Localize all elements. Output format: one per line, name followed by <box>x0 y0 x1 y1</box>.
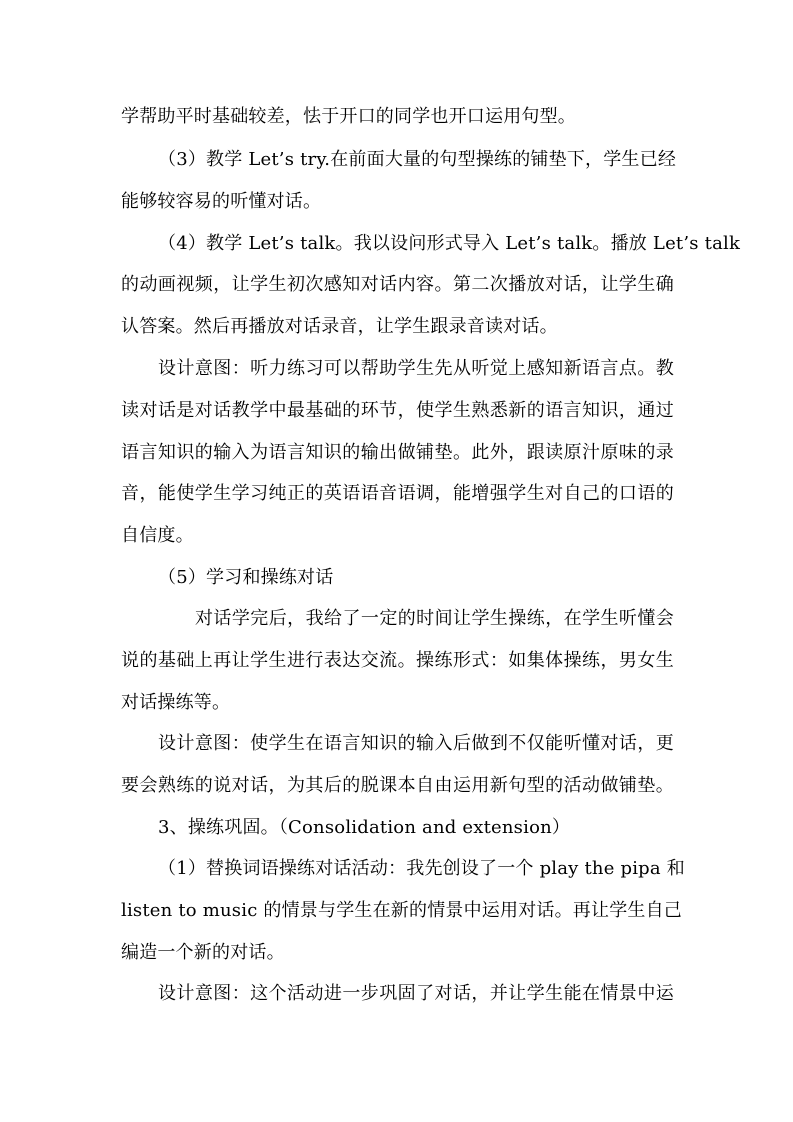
paragraph-line: （3）教学 Let’s try.在前面大量的句型操练的铺垫下，学生已经 <box>158 149 677 170</box>
paragraph-line: 学帮助平时基础较差，怯于开口的同学也开口运用句型。 <box>121 106 576 127</box>
paragraph-line: 设计意图：这个活动进一步巩固了对话，并让学生能在情景中运 <box>158 983 674 1004</box>
paragraph-line: 编造一个新的对话。 <box>121 942 285 963</box>
paragraph-line: 读对话是对话教学中最基础的环节，使学生熟悉新的语言知识，通过 <box>121 400 674 421</box>
paragraph-line: 说的基础上再让学生进行表达交流。操练形式：如集体操练，男女生 <box>121 650 674 671</box>
paragraph-line: 自信度。 <box>121 525 194 546</box>
paragraph-line: 语言知识的输入为语言知识的输出做铺垫。此外，跟读原汁原味的录 <box>121 442 674 463</box>
paragraph-line: 音，能使学生学习纯正的英语语音语调，能增强学生对自己的口语的 <box>121 483 674 504</box>
paragraph-line: 的动画视频，让学生初次感知对话内容。第二次播放对话，让学生确 <box>121 274 674 295</box>
paragraph-line: 认答案。然后再播放对话录音，让学生跟录音读对话。 <box>121 316 558 337</box>
paragraph-line: listen to music 的情景与学生在新的情景中运用对话。再让学生自己 <box>121 900 682 921</box>
paragraph-line: （5）学习和操练对话 <box>158 567 334 588</box>
section-heading: 3、操练巩固。（Consolidation and extension） <box>158 817 571 838</box>
paragraph-line: 要会熟练的说对话，为其后的脱课本自由运用新句型的活动做铺垫。 <box>121 775 674 796</box>
paragraph-line: （1）替换词语操练对话活动：我先创设了一个 play the pipa 和 <box>158 858 685 879</box>
paragraph-line: 设计意图：使学生在语言知识的输入后做到不仅能听懂对话，更 <box>158 733 674 754</box>
paragraph-line: （4）教学 Let’s talk。我以设问形式导入 Let’s talk。播放 Let’s talk <box>158 233 741 254</box>
paragraph-line: 对话操练等。 <box>121 692 231 713</box>
paragraph-line: 对话学完后，我给了一定的时间让学生操练，在学生听懂会 <box>195 608 674 629</box>
paragraph-line: 能够较容易的听懂对话。 <box>121 191 322 212</box>
paragraph-line: 设计意图：听力练习可以帮助学生先从听觉上感知新语言点。教 <box>158 358 674 379</box>
